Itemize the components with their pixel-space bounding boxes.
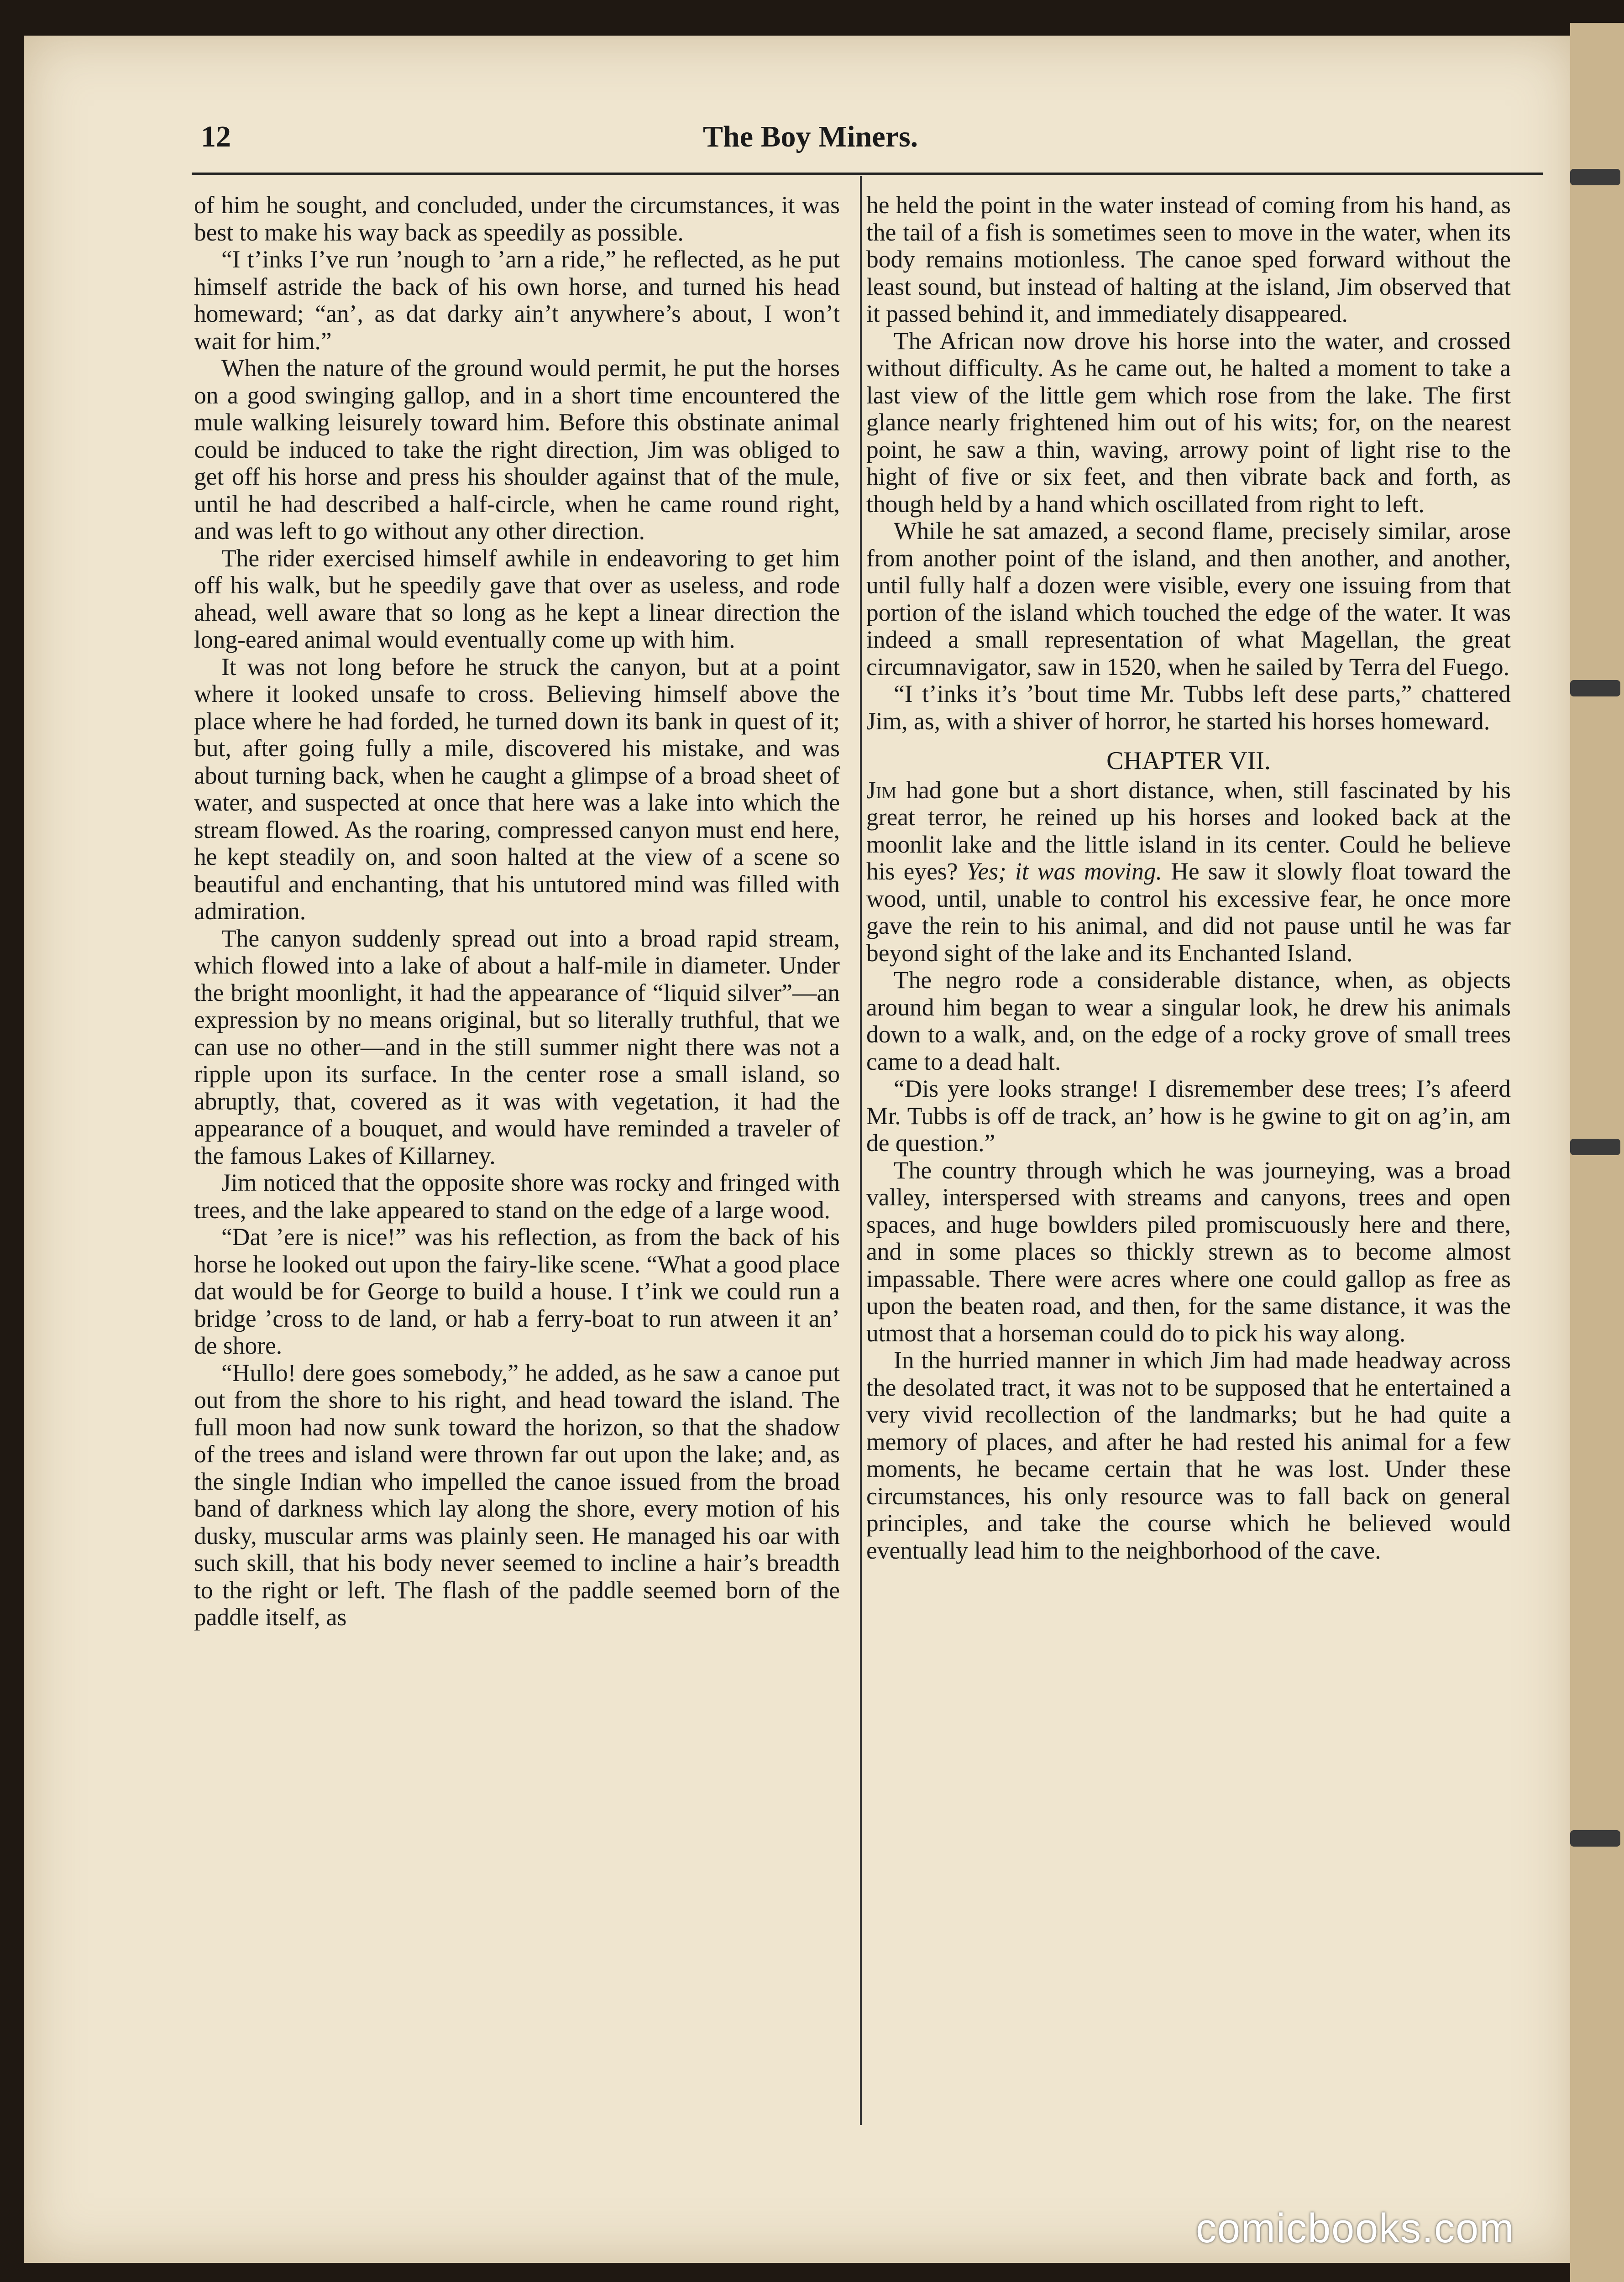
chapter-heading: CHAPTER VII. [1106,747,1271,775]
running-title: The Boy Miners. [703,120,918,153]
paragraph: “Hullo! dere goes somebody,” he added, as he saw a canoe put out from the shore to his right, and head toward the island. The full moon had now sunk toward the horizon, so that the shadow of the trees and island were thrown far out upon the lake; and, as the single Indian who impelled the canoe issued from the broad band of darkness which lay along the shore, every motion of his dusky, muscular arms was plainly seen. He managed his oar with such skill, that his body never seemed to incline a hair’s breadth to the right or left. The flash of the paddle seemed born of the paddle itself, as [194,1359,840,1631]
paragraph: “Dat ’ere is nice!” was his reflection, as from the back of his horse he looked out upon the fairy-like scene. “What a good place dat would be for George to build a house. I t’ink we could run a bridge ’cross to de land, or hab a ferry-boat to run atween it an’ de shore. [194,1223,840,1359]
paragraph: he held the point in the water instead of coming from his hand, as the tail of a fish is sometimes seen to move in the water, when its body remains motionless. The canoe sped forward without the least sound, but instead of halting at the island, Jim observed that it passed behind it, and immediately disappeared. [866,191,1511,327]
paragraph: The country through which he was journeying, was a broad valley, interspersed with streams and canyons, trees and open spaces, and huge bowlders piled promiscuously here and there, and in some places so thickly strewn as to become almost impassable. There were acres where one could gallop as free as upon the beaten road, and then, for the same distance, it was the utmost that a horseman could do to pick his way along. [866,1156,1511,1347]
paragraph: When the nature of the ground would permit, he put the horses on a good swinging gallop, and in a short time encountered the mule walking leisurely toward him. Before this obstinate animal could be induced to take the right direction, Jim was obliged to get off his horse and press his shoulder against that of the mule, until he had described a half-circle, when he came round right, and was left to go without any other direction. [194,354,840,544]
text-run: had gone but a short distance, when, still fascinated by his great terror, he reined up his horses and looked back at the moonlit lake and the little island in its center. Could he believe his eyes? [866,776,1511,885]
header-rule [192,173,1543,175]
text-run: He saw it slowly float toward the wood, until, unable to control his excessive fear, he once more gave the rein to his animal, and did not pause until he was far beyond sight of the lake and its Enchanted Island. [866,858,1511,967]
paragraph: The canyon suddenly spread out into a broad rapid stream, which flowed into a lake of about a half-mile in diameter. Under the bright moonlight, it had the appearance of “liquid silver”—an expression by no means original, but so literally truthful, that we can use no other—and in the still summer night there was not a ripple upon its surface. In the center rose a small island, so abruptly, that, covered as it was with vegetation, it had the appearance of a bouquet, and would have reminded a traveler of the famous Lakes of Killarney. [194,924,840,1169]
paragraph: While he sat amazed, a second flame, precisely similar, arose from another point of the island, and then another, and another, until fully half a dozen were visible, every one issuing from that portion of the island which touched the edge of the water. It was indeed a small representation of what Magellan, the great circumnavigator, saw in 1520, when he sailed by Terra del Fuego. [866,517,1511,680]
paragraph: It was not long before he struck the canyon, but at a point where it looked unsafe to cross. Believing himself above the place where he had forded, he turned down its bank in quest of it; but, after going fully a mile, discovered his mistake, and was about turning back, when he caught a glimpse of a broad sheet of water, and suspected at once that here was a lake into which the stream flowed. As the roaring, compressed canyon must end here, he kept steadily on, and soon halted at the view of a scene so beautiful and enchanting, that his untutored mind was filled with admiration. [194,653,840,925]
staple [1570,680,1620,696]
column-divider [860,176,862,2125]
staple [1570,169,1620,185]
page-number: 12 [201,120,231,153]
paragraph: The African now drove his horse into the water, and crossed without difficulty. As he came out, he halted a moment to take a last view of the little gem which rose from the lake. The first glance nearly frightened him out of his wits; for, on the nearest point, he saw a thin, waving, arrowy point of light rise to the hight of five or six feet, and then vibrate back and forth, as though held by a hand which oscillated from right to left. [866,327,1511,518]
paragraph: of him he sought, and concluded, under the circumstances, it was best to make his way back as speedily as possible. [194,191,840,246]
paragraph: The negro rode a considerable distance, when, as objects around him began to wear a singular look, he drew his animals down to a walk, and, on the edge of a rocky grove of small trees came to a dead halt. [866,966,1511,1075]
site-watermark: comicbooks.com [1196,2206,1515,2251]
chapter-first-word: Jim [866,776,897,804]
paragraph: “I t’inks it’s ’bout time Mr. Tubbs left dese parts,” chattered Jim, as, with a shiver of horror, he started his horses homeward. [866,680,1511,735]
right-column [866,192,1511,1564]
paragraph: “I t’inks I’ve run ’nough to ’arn a ride,” he reflected, as he put himself astride the back of his own horse, and turned his head homeward; “an’, as dat darky ain’t anywhere’s about, I won’t wait for him.” [194,246,840,355]
chapter-opening-paragraph [866,777,1511,967]
paragraph: The rider exercised himself awhile in endeavoring to get him off his walk, but he speedily gave that over as useless, and rode ahead, well aware that so long as he kept a linear direction the long-eared animal would eventually come up with him. [194,544,840,653]
paragraph: In the hurried manner in which Jim had made headway across the desolated tract, it was not to be supposed that he entertained a very vivid recollection of the landmarks; but he had quite a memory of places, and after he had rested his animal for a few moments, he became certain that he was lost. Under these circumstances, his only resource was to fall back on general principles, and take the course which he believed would eventually lead him to the neighborhood of the cave. [866,1346,1511,1564]
staple [1570,1139,1620,1155]
italic-phrase: Yes; it was moving. [966,858,1163,885]
paragraph: “Dis yere looks strange! I disremember dese trees; I’s afeerd Mr. Tubbs is off de track, an’ how is he gwine to git on ag’in, am de question.” [866,1075,1511,1157]
staple [1570,1830,1620,1847]
paragraph: Jim noticed that the opposite shore was rocky and fringed with trees, and the lake appeared to stand on the edge of a large wood. [194,1169,840,1224]
left-column [194,192,840,1631]
